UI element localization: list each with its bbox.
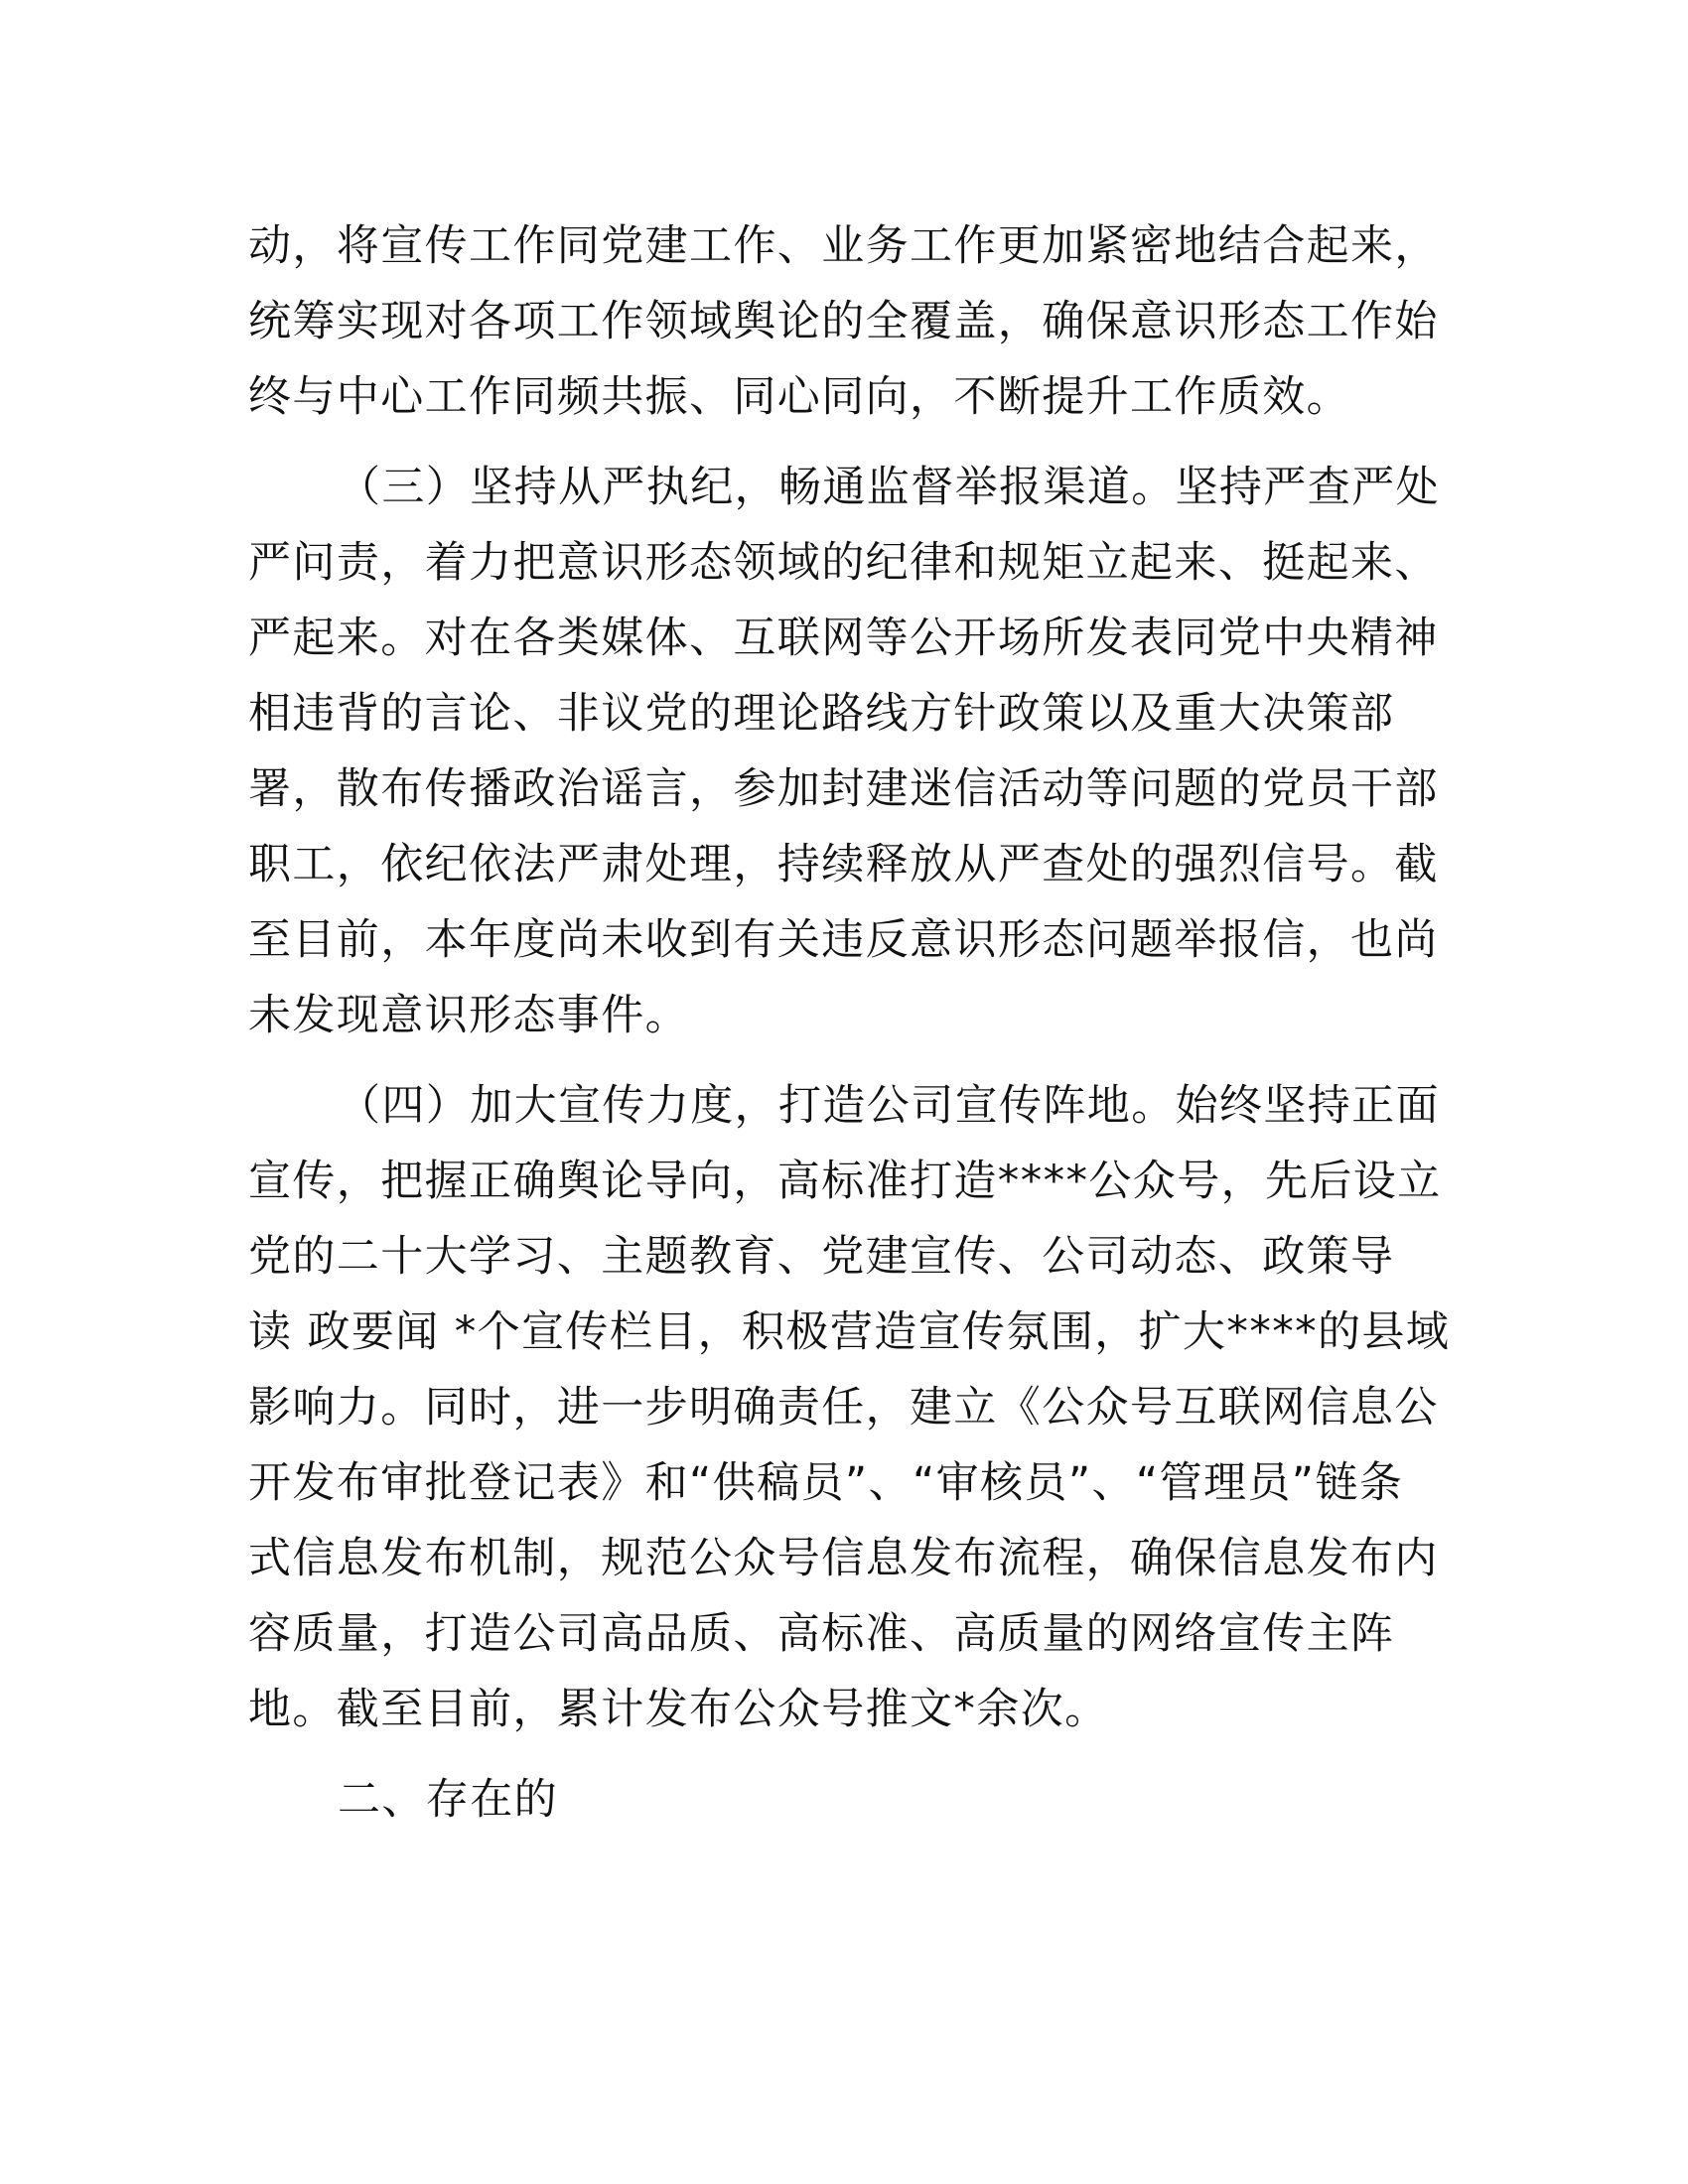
body-text-line: 未发现意识形态事件。: [248, 991, 689, 1040]
body-text-line: 动，将宣传工作同党建工作、业务工作更加紧密地结合起来，: [248, 221, 1439, 271]
body-text-line: 容质量，打造公司高品质、高标准、高质量的网络宣传主阵: [248, 1609, 1395, 1659]
body-text-line: 署，散布传播政治谣言，参加封建迷信活动等问题的党员干部: [248, 764, 1439, 814]
body-text-line: 相违背的言论、非议党的理论路线方针政策以及重大决策部: [248, 689, 1395, 739]
body-text-line: 宣传，把握正确舆论导向，高标准打造****公众号，先后设立: [248, 1157, 1442, 1206]
body-text-line: 党的二十大学习、主题教育、党建宣传、公司动态、政策导: [248, 1232, 1395, 1282]
body-text-line: 地。截至目前，累计发布公众号推文*余次。: [248, 1685, 1109, 1734]
body-text-line: 统筹实现对各项工作领域舆论的全覆盖，确保意识形态工作始: [248, 297, 1439, 346]
section-three-heading-line: （三）坚持从严执纪，畅通监督举报渠道。坚持严查严处: [338, 463, 1440, 512]
body-text-line: 严起来。对在各类媒体、互联网等公开场所发表同党中央精神: [248, 614, 1439, 663]
body-text-line: 终与中心工作同频共振、同心同向，不断提升工作质效。: [248, 372, 1350, 422]
body-text-line: 至目前，本年度尚未收到有关违反意识形态问题举报信，也尚: [248, 915, 1439, 965]
body-text-line: 式信息发布机制，规范公众号信息发布流程，确保信息发布内: [248, 1534, 1439, 1583]
section-four-heading-line: （四）加大宣传力度，打造公司宣传阵地。始终坚持正面: [338, 1081, 1440, 1131]
body-text-line: 职工，依纪依法严肃处理，持续释放从严查处的强烈信号。截: [248, 840, 1439, 889]
section-two-heading: 二、存在的: [338, 1775, 558, 1825]
body-text-line: 影响力。同时，进一步明确责任，建立《公众号互联网信息公: [248, 1383, 1439, 1433]
body-text-line: 读 政要闻 *个宣传栏目，积极营造宣传氛围，扩大****的县域: [248, 1307, 1451, 1357]
body-text-line: 严问责，着力把意识形态领域的纪律和规矩立起来、挺起来、: [248, 538, 1439, 588]
body-text-line: 开发布审批登记表》和“供稿员”、“审核员”、“管理员”链条: [248, 1458, 1404, 1508]
